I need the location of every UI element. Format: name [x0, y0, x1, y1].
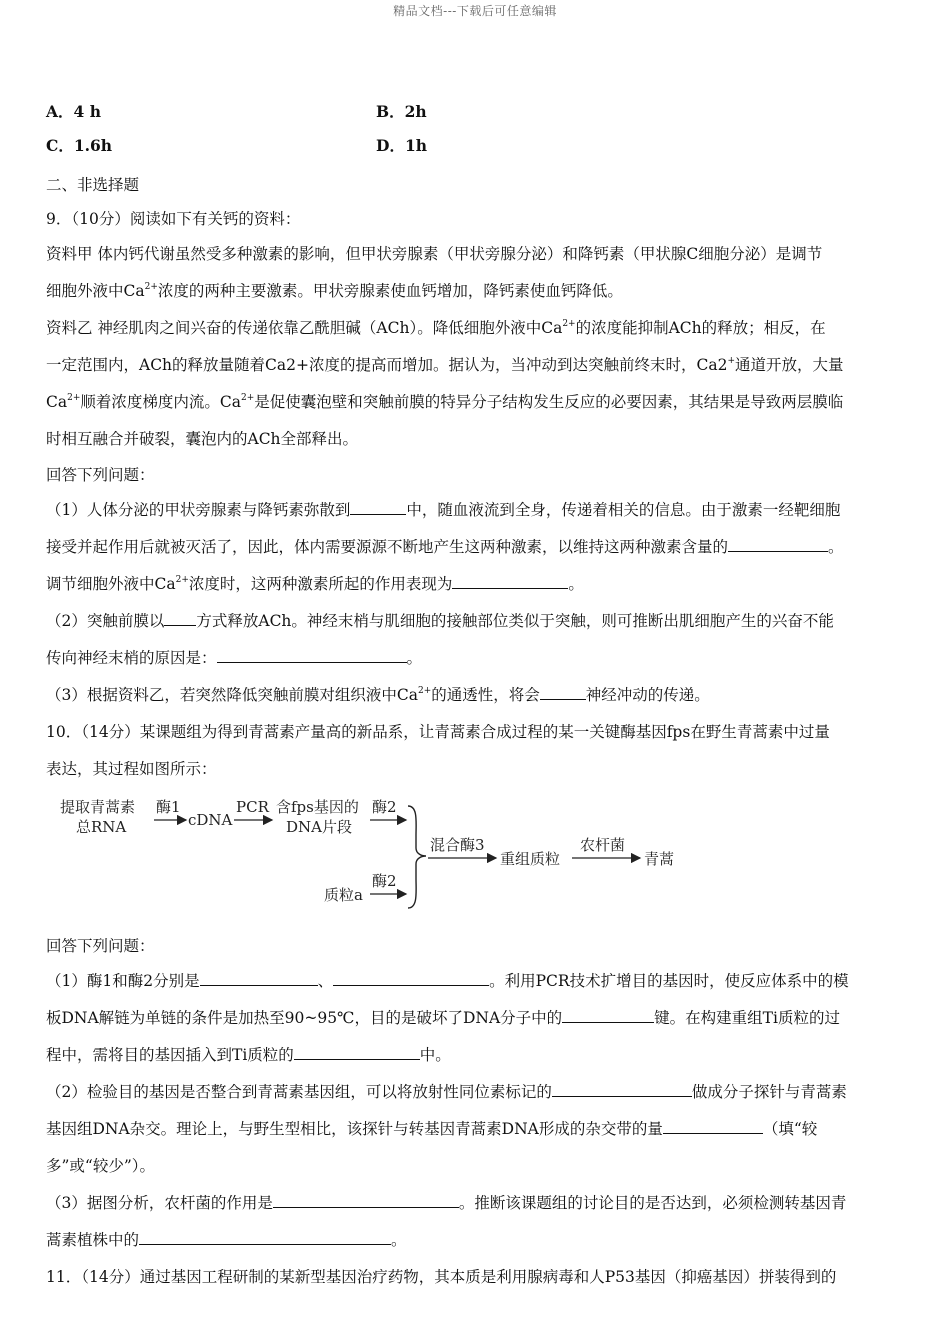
- diagram-plasmid: 质粒a: [324, 886, 363, 904]
- q11-stem: 11．（14分）通过基因工程研制的某新型基因治疗药物，其本质是利用腺病毒和人P53基因（抑癌基因）拼装得到的: [46, 1268, 837, 1286]
- blank[interactable]: [200, 971, 318, 986]
- diagram-enzyme1: 酶1: [156, 798, 181, 816]
- q9-material-yi-line4: 时相互融合并破裂，囊泡内的ACh全部释出。: [46, 430, 359, 448]
- q9-part2-line2: 传向神经末梢的原因是： 。: [46, 649, 423, 667]
- blank[interactable]: [663, 1119, 763, 1134]
- diagram-extract-line1: 提取青蒿素: [60, 798, 136, 816]
- q9-part3: （3）根据资料乙，若突然降低突触前膜对组织液中$Ca^{2+}$的通透性，将会 神经冲动的传递。: [46, 685, 710, 704]
- q10-part1-line1: （1）酶1和酶2分别是 、 。利用PCR技术扩增目的基因时，使反应体系中的模: [46, 972, 849, 990]
- diagram-enzyme2-bottom: 酶2: [372, 872, 397, 890]
- q9-material-yi-line1: 资料乙 神经肌肉之间兴奋的传递依靠乙酰胆碱（ACh）。降低细胞外液中$Ca^{2+}$的浓度能抑制ACh的释放；相反，在: [46, 318, 826, 337]
- blank[interactable]: [540, 685, 586, 700]
- process-diagram: [46, 792, 906, 927]
- diagram-fragment-line2: DNA片段: [286, 818, 352, 836]
- q10-part3-line1: （3）据图分析，农杆菌的作用是 。推断该课题组的讨论目的是否达到，必须检测转基因青: [46, 1194, 847, 1212]
- diagram-recombinant-plasmid: 重组质粒: [500, 850, 561, 868]
- q9-answer-prompt: 回答下列问题：: [46, 466, 155, 484]
- q9-part2-line1: （2）突触前膜以 方式释放ACh。神经末梢与肌细胞的接触部位类似于突触，则可推断出肌细胞产生的兴奋不能: [46, 612, 834, 630]
- q9-part1-line3: 调节细胞外液中$Ca^{2+}$浓度时，这两种激素所起的作用表现为 。: [46, 574, 584, 593]
- blank[interactable]: [139, 1230, 391, 1245]
- q10-part2-line1: （2）检验目的基因是否整合到青蒿素基因组，可以将放射性同位素标记的 做成分子探针与青蒿素: [46, 1083, 847, 1101]
- diagram-cdna: cDNA: [188, 811, 233, 829]
- q10-stem-line1: 10．（14分）某课题组为得到青蒿素产量高的新品系，让青蒿素合成过程的某一关键酶基因fps在野生青蒿素中过量: [46, 723, 830, 741]
- blank[interactable]: [728, 537, 828, 552]
- q9-material-jia-line1: 资料甲 体内钙代谢虽然受多种激素的影响，但甲状旁腺素（甲状旁腺分泌）和降钙素（甲状腺C细胞分泌）是调节: [46, 245, 823, 263]
- blank[interactable]: [552, 1082, 692, 1097]
- diagram-fragment-line1: 含fps基因的: [276, 798, 359, 816]
- option-d: D．1h: [376, 136, 427, 155]
- q10-part2-line2: 基因组DNA杂交。理论上，与野生型相比，该探针与转基因青蒿素DNA形成的杂交带的量 （填“较: [46, 1120, 818, 1138]
- diagram-mix-enzyme: 混合酶3: [430, 836, 485, 854]
- diagram-brace: [408, 806, 426, 908]
- blank[interactable]: [350, 500, 406, 515]
- q10-part1-line3: 程中，需将目的基因插入到Ti质粒的 中。: [46, 1046, 451, 1064]
- blank[interactable]: [452, 574, 568, 589]
- q9-stem: 9．（10分）阅读如下有关钙的资料：: [46, 210, 301, 228]
- diagram-pcr: PCR: [236, 798, 269, 816]
- exam-page: [46, 100, 906, 1296]
- q10-answer-prompt: 回答下列问题：: [46, 937, 155, 955]
- q9-part1-line2: 接受并起作用后就被灭活了，因此，体内需要源源不断地产生这两种激素，以维持这两种激素含量的 。: [46, 538, 844, 556]
- q10-part2-line3: 多”或“较少”）。: [46, 1157, 156, 1175]
- option-b: B．2h: [376, 102, 427, 121]
- diagram-qinghao: 青蒿: [644, 850, 675, 868]
- q10-stem-line2: 表达，其过程如图所示：: [46, 760, 217, 778]
- q9-part1-line1: （1）人体分泌的甲状旁腺素与降钙素弥散到 中，随血液流到全身，传递着相关的信息。由于激素一经靶细胞: [46, 501, 841, 519]
- blank[interactable]: [562, 1008, 654, 1023]
- section-heading: 二、非选择题: [46, 176, 140, 194]
- blank[interactable]: [164, 611, 196, 626]
- q9-material-yi-line3: $Ca^{2+}$顺着浓度梯度内流。$Ca^{2+}$是促使囊泡壁和突触前膜的特异分子结构发生反应的必要因素，其结果是导致两层膜临: [46, 392, 844, 411]
- q10-part1-line2: 板DNA解链为单链的条件是加热至90~95℃，目的是破坏了DNA分子中的 键。在构建重组Ti质粒的过: [46, 1009, 840, 1027]
- option-c: C．1.6h: [46, 136, 113, 155]
- blank[interactable]: [294, 1045, 420, 1060]
- blank[interactable]: [273, 1193, 459, 1208]
- q9-material: [46, 236, 906, 458]
- blank[interactable]: [333, 971, 489, 986]
- option-a: A．4 h: [46, 102, 101, 121]
- page-header-watermark: 精品文档---下载后可任意编辑: [393, 4, 557, 18]
- q9-material-jia-line2: 细胞外液中$Ca^{2+}$浓度的两种主要激素。甲状旁腺素使血钙增加，降钙素使血钙降低。: [46, 281, 623, 300]
- options-row-1: [46, 100, 906, 134]
- options-row-2: [46, 134, 906, 168]
- process-diagram-svg: [46, 792, 726, 927]
- diagram-enzyme2-top: 酶2: [372, 798, 397, 816]
- q10-part3-line2: 蒿素植株中的 。: [46, 1231, 407, 1249]
- q9-material-yi-line2: 一定范围内，ACh的释放量随着Ca2+浓度的提高而增加。据认为，当冲动到达突触前终末时，Ca2+通道开放，大量: [46, 355, 844, 374]
- diagram-agrobacterium: 农杆菌: [580, 836, 626, 854]
- blank[interactable]: [217, 648, 407, 663]
- diagram-extract-line2: 总RNA: [76, 818, 127, 836]
